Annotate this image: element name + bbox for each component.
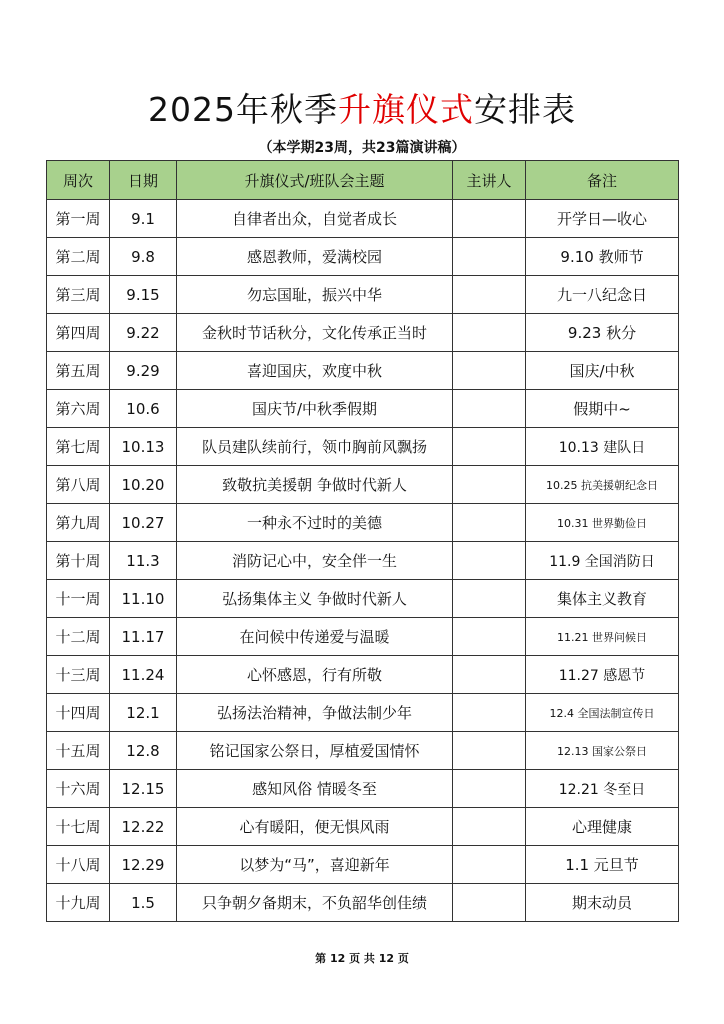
table-header-row [47, 161, 679, 200]
theme-cell: 铭记国家公祭日，厚植爱国情怀 [177, 732, 453, 770]
notes-cell: 9.23 秋分 [526, 314, 679, 352]
table-row [47, 428, 679, 466]
theme-cell: 弘扬集体主义 争做时代新人 [177, 580, 453, 618]
theme-cell: 致敬抗美援朝 争做时代新人 [177, 466, 453, 504]
date-cell: 9.29 [110, 352, 177, 390]
date-cell: 11.17 [110, 618, 177, 656]
theme-cell: 心怀感恩，行有所敬 [177, 656, 453, 694]
theme-cell: 金秋时节话秋分，文化传承正当时 [177, 314, 453, 352]
notes-cell: 开学日—收心 [526, 200, 679, 238]
speaker-cell [453, 656, 526, 694]
header-theme: 升旗仪式/班队会主题 [177, 161, 453, 200]
week-cell: 十五周 [47, 732, 110, 770]
date-cell: 11.10 [110, 580, 177, 618]
notes-cell: 12.21 冬至日 [526, 770, 679, 808]
week-cell: 第二周 [47, 238, 110, 276]
speaker-cell [453, 276, 526, 314]
date-cell: 11.24 [110, 656, 177, 694]
speaker-cell [453, 580, 526, 618]
title-highlight: 升旗仪式 [337, 90, 474, 129]
table-row [47, 884, 679, 922]
notes-cell: 假期中~ [526, 390, 679, 428]
theme-cell: 消防记心中，安全伴一生 [177, 542, 453, 580]
week-cell: 十二周 [47, 618, 110, 656]
page-footer: 第 12 页 共 12 页 [315, 952, 409, 965]
table-row [47, 770, 679, 808]
speaker-cell [453, 390, 526, 428]
week-cell: 第一周 [47, 200, 110, 238]
table-row [47, 808, 679, 846]
theme-cell: 队员建队续前行，领巾胸前风飘扬 [177, 428, 453, 466]
date-cell: 10.13 [110, 428, 177, 466]
date-cell: 12.8 [110, 732, 177, 770]
notes-cell: 10.13 建队日 [526, 428, 679, 466]
table-row [47, 238, 679, 276]
week-cell: 第九周 [47, 504, 110, 542]
title-post: 安排表 [473, 90, 576, 129]
table-row [47, 200, 679, 238]
header-speaker: 主讲人 [453, 161, 526, 200]
week-cell: 十九周 [47, 884, 110, 922]
speaker-cell [453, 466, 526, 504]
speaker-cell [453, 314, 526, 352]
notes-cell: 11.21 世界问候日 [526, 618, 679, 656]
notes-cell: 11.9 全国消防日 [526, 542, 679, 580]
page-title [0, 86, 724, 134]
week-cell: 十四周 [47, 694, 110, 732]
date-cell: 11.3 [110, 542, 177, 580]
schedule-table [46, 160, 679, 922]
speaker-cell [453, 200, 526, 238]
week-cell: 十三周 [47, 656, 110, 694]
theme-cell: 勿忘国耻，振兴中华 [177, 276, 453, 314]
notes-cell: 心理健康 [526, 808, 679, 846]
table-row [47, 694, 679, 732]
table-body [47, 200, 679, 922]
speaker-cell [453, 428, 526, 466]
table-row [47, 542, 679, 580]
week-cell: 第七周 [47, 428, 110, 466]
table-row [47, 314, 679, 352]
table-row [47, 580, 679, 618]
header-week: 周次 [47, 161, 110, 200]
notes-cell: 集体主义教育 [526, 580, 679, 618]
theme-cell: 心有暖阳，便无惧风雨 [177, 808, 453, 846]
speaker-cell [453, 618, 526, 656]
table-row [47, 656, 679, 694]
theme-cell: 只争朝夕备期末，不负韶华创佳绩 [177, 884, 453, 922]
date-cell: 9.22 [110, 314, 177, 352]
date-cell: 10.6 [110, 390, 177, 428]
notes-cell: 9.10 教师节 [526, 238, 679, 276]
title-year: 2025 [148, 90, 236, 129]
speaker-cell [453, 238, 526, 276]
theme-cell: 自律者出众，自觉者成长 [177, 200, 453, 238]
notes-cell: 期末动员 [526, 884, 679, 922]
week-cell: 第八周 [47, 466, 110, 504]
week-cell: 第十周 [47, 542, 110, 580]
table-row [47, 618, 679, 656]
title-pre: 年秋季 [235, 90, 338, 129]
notes-cell: 10.31 世界勤俭日 [526, 504, 679, 542]
table-row [47, 504, 679, 542]
notes-cell: 10.25 抗美援朝纪念日 [526, 466, 679, 504]
date-cell: 12.15 [110, 770, 177, 808]
date-cell: 10.27 [110, 504, 177, 542]
speaker-cell [453, 732, 526, 770]
date-cell: 12.1 [110, 694, 177, 732]
theme-cell: 感恩教师，爱满校园 [177, 238, 453, 276]
table-row [47, 732, 679, 770]
notes-cell: 九一八纪念日 [526, 276, 679, 314]
header-date: 日期 [110, 161, 177, 200]
speaker-cell [453, 542, 526, 580]
table-row [47, 846, 679, 884]
table-row [47, 276, 679, 314]
date-cell: 9.15 [110, 276, 177, 314]
speaker-cell [453, 846, 526, 884]
date-cell: 9.1 [110, 200, 177, 238]
date-cell: 1.5 [110, 884, 177, 922]
notes-cell: 国庆/中秋 [526, 352, 679, 390]
theme-cell: 以梦为“马”，喜迎新年 [177, 846, 453, 884]
theme-cell: 弘扬法治精神，争做法制少年 [177, 694, 453, 732]
week-cell: 十六周 [47, 770, 110, 808]
theme-cell: 在问候中传递爱与温暖 [177, 618, 453, 656]
theme-cell: 一种永不过时的美德 [177, 504, 453, 542]
date-cell: 9.8 [110, 238, 177, 276]
theme-cell: 国庆节/中秋季假期 [177, 390, 453, 428]
week-cell: 十一周 [47, 580, 110, 618]
week-cell: 十八周 [47, 846, 110, 884]
week-cell: 第四周 [47, 314, 110, 352]
table-row [47, 390, 679, 428]
week-cell: 第三周 [47, 276, 110, 314]
notes-cell: 12.13 国家公祭日 [526, 732, 679, 770]
date-cell: 10.20 [110, 466, 177, 504]
speaker-cell [453, 884, 526, 922]
date-cell: 12.29 [110, 846, 177, 884]
speaker-cell [453, 808, 526, 846]
notes-cell: 11.27 感恩节 [526, 656, 679, 694]
speaker-cell [453, 770, 526, 808]
table-row [47, 466, 679, 504]
theme-cell: 感知风俗 情暖冬至 [177, 770, 453, 808]
week-cell: 第六周 [47, 390, 110, 428]
notes-cell: 12.4 全国法制宣传日 [526, 694, 679, 732]
theme-cell: 喜迎国庆，欢度中秋 [177, 352, 453, 390]
notes-cell: 1.1 元旦节 [526, 846, 679, 884]
table-row [47, 352, 679, 390]
speaker-cell [453, 352, 526, 390]
header-notes: 备注 [526, 161, 679, 200]
week-cell: 第五周 [47, 352, 110, 390]
date-cell: 12.22 [110, 808, 177, 846]
page-subtitle: （本学期23周，共23篇演讲稿） [258, 140, 466, 156]
speaker-cell [453, 694, 526, 732]
week-cell: 十七周 [47, 808, 110, 846]
speaker-cell [453, 504, 526, 542]
